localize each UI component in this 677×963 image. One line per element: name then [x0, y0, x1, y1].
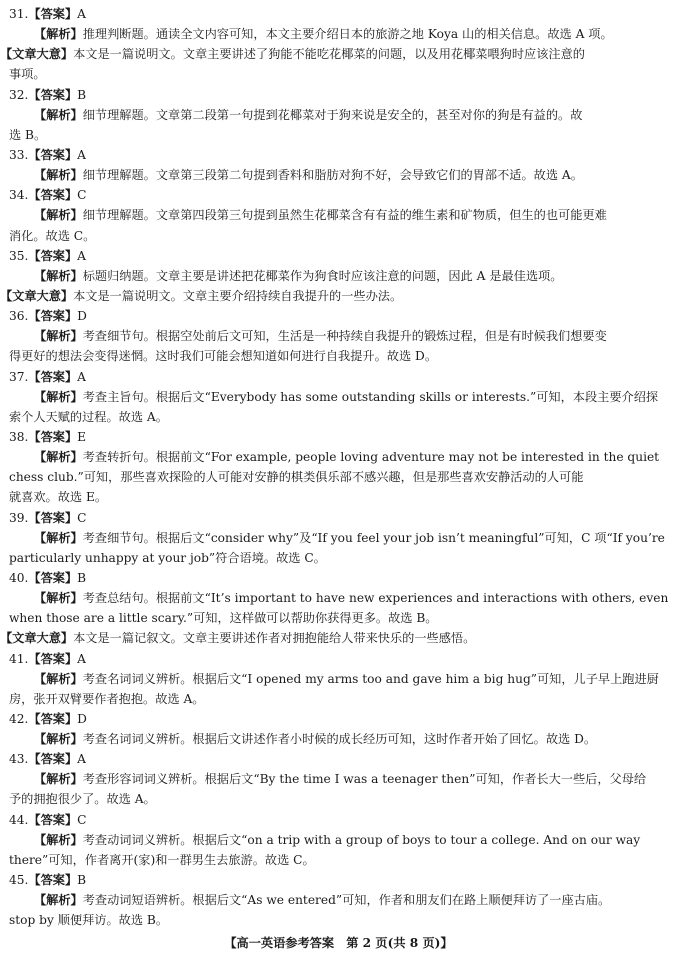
line-text: C: [77, 812, 87, 827]
question-number: 35.: [9, 248, 29, 263]
answer-key-line: [0, 165, 677, 185]
answer-key-line: [0, 387, 677, 407]
answer-key-line: [0, 24, 677, 44]
answer-key-line: [0, 729, 677, 749]
section-tag: 【解析】: [34, 329, 83, 344]
line-text: E: [77, 429, 87, 444]
section-tag: 【答案】: [28, 7, 78, 21]
question-number: 38.: [9, 429, 29, 444]
answer-key-line: [0, 810, 677, 830]
answer-key-line: [0, 185, 677, 205]
line-text: B: [77, 873, 87, 888]
section-tag: 【答案】: [28, 248, 78, 263]
answer-key-line: [0, 145, 677, 165]
answer-key-line: [0, 910, 677, 930]
section-tag: 【答案】: [28, 309, 78, 324]
question-number: 39.: [9, 510, 29, 525]
answer-key-line: [0, 789, 677, 809]
line-text: there”可知，作者离开(家)和一群男生去旅游。故选 C。: [9, 852, 315, 867]
answer-key-line: [0, 749, 677, 769]
line-text: A: [77, 369, 86, 384]
section-tag: 【解析】: [34, 389, 83, 404]
line-text: 房，张开双臂要作者抱抱。故选 A。: [9, 691, 205, 706]
section-tag: 【解析】: [34, 208, 83, 223]
answer-key-line: [0, 246, 677, 266]
line-text: A: [77, 752, 86, 767]
line-text: 考查名词词义辨析。根据后文讲述作者小时候的成长经历可知，这时作者开始了回忆。故选 D。: [82, 732, 597, 747]
line-text: 细节理解题。文章第四段第三句提到虽然生花椰菜含有有益的维生素和矿物质，但生的也可能更难: [82, 208, 607, 223]
answer-key-line: [0, 769, 677, 789]
answer-key-line: [0, 850, 677, 870]
answer-key-line: [0, 508, 677, 528]
section-tag: 【答案】: [28, 510, 78, 525]
section-tag: 【答案】: [28, 711, 78, 726]
answer-key-line: [0, 890, 677, 910]
answer-key-line: [0, 85, 677, 105]
question-number: 31.: [9, 7, 29, 21]
section-tag: 【解析】: [34, 530, 83, 545]
answer-key-line: [0, 407, 677, 427]
answer-key-line: [0, 125, 677, 145]
answer-key-line: [0, 286, 677, 306]
line-text: 推理判断题。通读全文内容可知，本文主要介绍日本的旅游之地 Koya 山的相关信息。故选 A 项。: [82, 27, 613, 42]
answer-key-line: [0, 44, 677, 64]
question-number: 34.: [9, 188, 29, 203]
answer-key-line: [0, 105, 677, 125]
line-text: 标题归纳题。文章主要是讲述把花椰菜作为狗食时应该注意的问题，因此 A 是最佳选项。: [82, 268, 563, 283]
line-text: C: [77, 188, 87, 203]
line-text: 选 B。: [9, 127, 47, 142]
line-text: A: [77, 248, 86, 263]
line-text: B: [77, 87, 87, 102]
answer-key-line: [0, 870, 677, 890]
section-tag: 【解析】: [34, 732, 83, 747]
section-tag: 【解析】: [34, 27, 83, 42]
section-tag: 【解析】: [34, 107, 83, 122]
answer-key-line: [0, 649, 677, 669]
line-text: A: [77, 7, 86, 21]
line-text: 事项。: [9, 67, 46, 82]
line-text: C: [77, 510, 87, 525]
section-tag: 【答案】: [28, 873, 78, 888]
answer-key-line: [0, 266, 677, 286]
section-tag: 【解析】: [34, 450, 83, 465]
answer-key-line: [0, 326, 677, 346]
answer-key-line: [0, 830, 677, 850]
answer-key-line: [0, 367, 677, 387]
section-tag: 【答案】: [28, 87, 78, 102]
section-tag: 【解析】: [34, 832, 83, 847]
section-tag: 【解析】: [34, 268, 83, 283]
question-number: 44.: [9, 812, 29, 827]
answer-key-line: [0, 669, 677, 689]
question-number: 40.: [9, 570, 29, 585]
line-text: stop by 顺便拜访。故选 B。: [9, 913, 169, 928]
answer-key-line: [0, 689, 677, 709]
answer-key-line: [0, 205, 677, 225]
line-text: 考查形容词词义辨析。根据后文“By the time I was a teenager then”可知，作者长大一些后，父母给: [82, 772, 647, 787]
answer-key-body: [0, 4, 677, 930]
section-tag: 【答案】: [28, 752, 78, 767]
answer-key-line: [0, 306, 677, 326]
answer-key-line: [0, 467, 677, 487]
line-text: 细节理解题。文章第三段第二句提到香料和脂肪对狗不好，会导致它们的胃部不适。故选 A。: [82, 168, 583, 183]
line-text: 考查总结句。根据前文“It’s important to have new experiences and interactions with others, even: [82, 591, 669, 606]
answer-key-line: [0, 487, 677, 507]
page-footer: 【高一英语参考答案 第 2 页(共 8 页)】: [224, 936, 453, 950]
line-text: D: [77, 309, 87, 324]
section-tag: 【答案】: [28, 147, 78, 162]
question-number: 32.: [9, 87, 29, 102]
answer-key-line: [0, 608, 677, 628]
line-text: B: [77, 570, 87, 585]
answer-key-line: [0, 64, 677, 84]
line-text: 予的拥抱很少了。故选 A。: [9, 792, 156, 807]
line-text: 本文是一篇说明文。文章主要介绍持续自我提升的一些办法。: [73, 288, 403, 303]
line-text: 本文是一篇记叙文。文章主要讲述作者对拥抱能给人带来快乐的一些感悟。: [73, 631, 476, 646]
answer-key-line: [0, 528, 677, 548]
question-number: 36.: [9, 309, 29, 324]
line-text: 考查细节句。根据后文“consider why”及“If you feel your job isn’t meaningful”可知，C 项“If you’re: [82, 530, 665, 545]
question-number: 42.: [9, 711, 29, 726]
line-text: 考查名词词义辨析。根据后文“I opened my arms too and gave him a big hug”可知，儿子早上跑进厨: [82, 671, 659, 686]
question-number: 43.: [9, 752, 29, 767]
section-tag: 【答案】: [28, 369, 78, 384]
section-tag: 【答案】: [28, 188, 78, 203]
line-text: A: [77, 651, 86, 666]
line-text: particularly unhappy at your job”符合语境。故选 C。: [9, 550, 326, 565]
answer-key-line: [0, 447, 677, 467]
line-text: A: [77, 147, 86, 162]
line-text: 就喜欢。故选 E。: [9, 490, 108, 505]
section-tag: 【解析】: [34, 591, 83, 606]
line-text: 得更好的想法会变得迷惘。这时我们可能会想知道如何进行自我提升。故选 D。: [9, 349, 438, 364]
line-text: 细节理解题。文章第二段第一句提到花椰菜对于狗来说是安全的，甚至对你的狗是有益的。故: [82, 107, 583, 122]
answer-key-line: [0, 346, 677, 366]
section-tag: 【答案】: [28, 570, 78, 585]
line-text: 索个人天赋的过程。故选 A。: [9, 409, 168, 424]
section-tag: 【解析】: [34, 671, 83, 686]
section-tag: 【文章大意】: [0, 631, 74, 646]
answer-key-line: [0, 226, 677, 246]
section-tag: 【解析】: [34, 772, 83, 787]
line-text: 考查主旨句。根据后文“Everybody has some outstanding skills or interests.”可知，本段主要介绍探: [82, 389, 659, 404]
line-text: D: [77, 711, 87, 726]
answer-key-line: [0, 588, 677, 608]
line-text: 考查动词词义辨析。根据后文“on a trip with a group of boys to tour a college. And on our way: [82, 832, 641, 847]
section-tag: 【解析】: [34, 168, 83, 183]
question-number: 45.: [9, 873, 29, 888]
question-number: 33.: [9, 147, 29, 162]
section-tag: 【文章大意】: [0, 288, 74, 303]
line-text: 消化。故选 C。: [9, 228, 96, 243]
line-text: 考查转折句。根据前文“For example, people loving adventure may not be interested in the quiet: [82, 450, 660, 465]
answer-key-line: [0, 427, 677, 447]
question-number: 41.: [9, 651, 29, 666]
line-text: 考查细节句。根据空处前后文可知，生活是一种持续自我提升的锻炼过程，但是有时候我们想要变: [82, 329, 607, 344]
section-tag: 【答案】: [28, 429, 78, 444]
answer-key-line: [0, 548, 677, 568]
line-text: 考查动词短语辨析。根据后文“As we entered”可知，作者和朋友们在路上顺便拜访了一座古庙。: [82, 893, 611, 908]
section-tag: 【文章大意】: [0, 47, 74, 62]
section-tag: 【答案】: [28, 812, 78, 827]
answer-key-line: [0, 568, 677, 588]
answer-key-line: [0, 4, 677, 24]
section-tag: 【解析】: [34, 893, 83, 908]
question-number: 37.: [9, 369, 29, 384]
answer-key-line: [0, 628, 677, 648]
section-tag: 【答案】: [28, 651, 78, 666]
line-text: 本文是一篇说明文。文章主要讲述了狗能不能吃花椰菜的问题，以及用花椰菜喂狗时应该注意的: [73, 47, 585, 62]
line-text: chess club.”可知，那些喜欢探险的人可能对安静的棋类俱乐部不感兴趣，但是那些喜欢安静活动的人可能: [9, 470, 584, 485]
line-text: when those are a little scary.”可知，这样做可以帮助你获得更多。故选 B。: [9, 611, 438, 626]
answer-key-line: [0, 709, 677, 729]
